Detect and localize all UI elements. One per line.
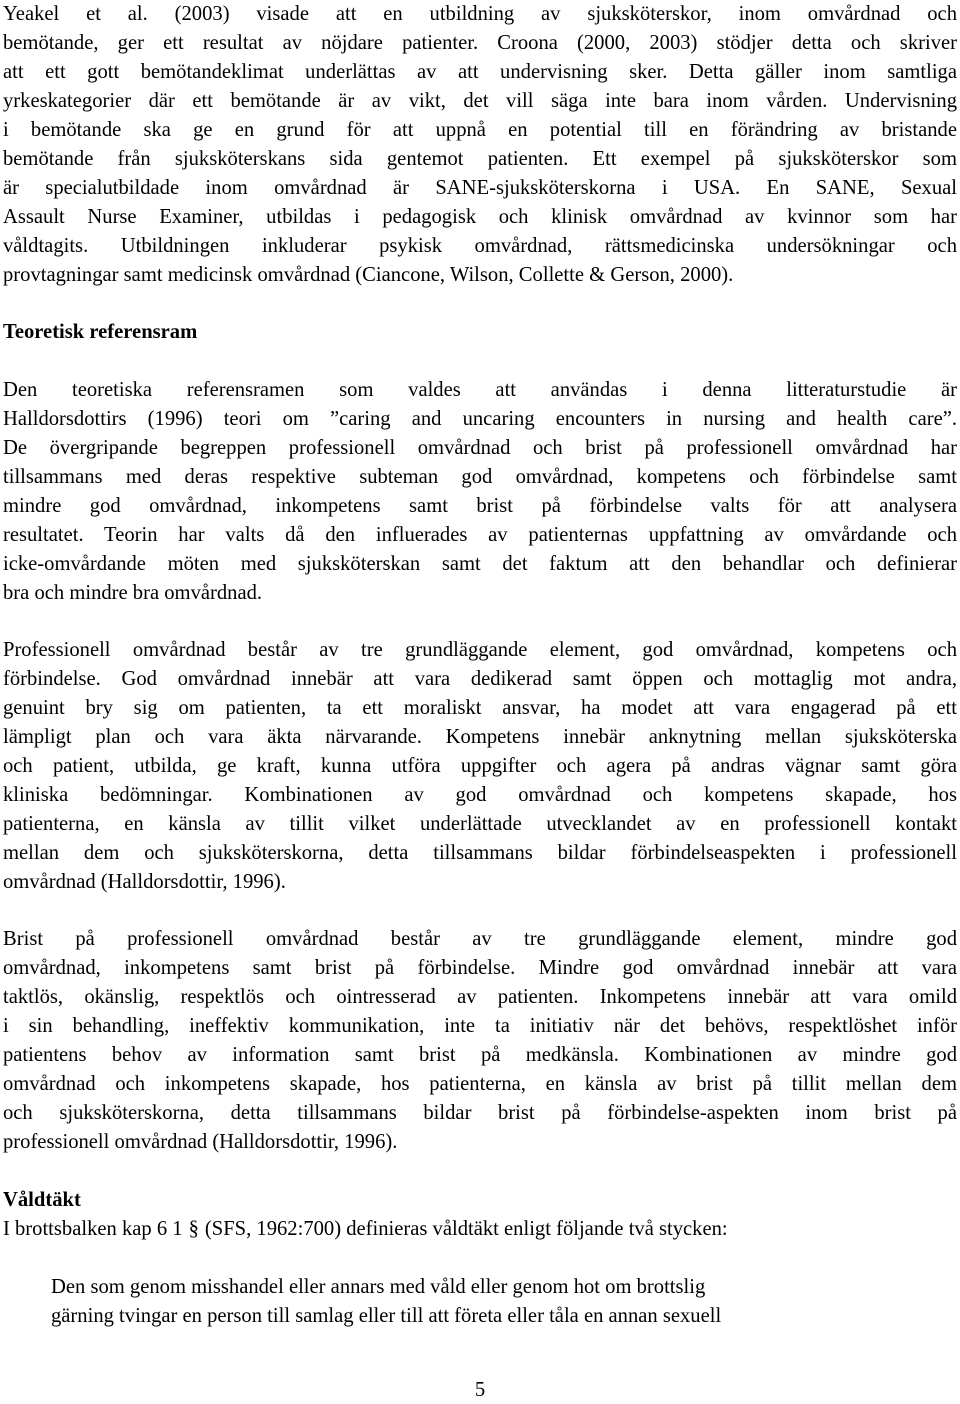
text-line: provtagningar samt medicinsk omvårdnad (Ciancone, Wilson, Collette & Gerson, 2000). (3, 264, 734, 286)
text-line: i sin behandling, ineffektiv kommunikation, inte ta initiativ när det behövs, respektlöshet inför (3, 1015, 957, 1037)
text-line: lämpligt plan och vara äkta närvarande. Kompetens innebär anknytning mellan sjuksköterska (3, 726, 957, 748)
text-line: Yeakel et al. (2003) visade att en utbildning av sjuksköterskor, inom omvårdnad och (3, 3, 957, 25)
paragraph-education (3, 0, 957, 290)
text-line: att ett gott bemötandeklimat underlättas av att undervisning sker. Detta gäller inom samtliga (3, 61, 957, 83)
text-line: omvårdnad och inkompetens skapade, hos patienterna, en känsla av brist på tillit mellan dem (3, 1073, 957, 1095)
text-line: icke-omvårdande möten med sjuksköterskan samt det faktum att den behandlar och definierar (3, 553, 957, 575)
text-line: bemötande från sjuksköterskans sida gentemot patienten. Ett exempel på sjuksköterskor som (3, 148, 957, 170)
text-line: professionell omvårdnad (Halldorsdottir, 1996). (3, 1131, 398, 1153)
page-number: 5 (474, 1379, 486, 1401)
paragraph-theory (3, 376, 957, 608)
text-line: De övergripande begreppen professionell omvårdnad och brist på professionell omvårdnad har (3, 437, 957, 459)
law-intro-before: I brottsbalken kap 6 1 (3, 1218, 183, 1240)
text-line: Assault Nurse Examiner, utbildas i pedagogisk och klinisk omvårdnad av kvinnor som har (3, 206, 957, 228)
text-line: tillsammans med deras respektive subteman god omvårdnad, kompetens och förbindelse samt (3, 466, 957, 488)
text-line: Halldorsdottirs (1996) teori om ”caring and uncaring encounters in nursing and health care”. (3, 408, 957, 430)
text-line: patientens behov av information samt brist på medkänsla. Kombinationen av mindre god (3, 1044, 957, 1066)
text-line: yrkeskategorier där ett bemötande är av vikt, det vill säga inte bara inom vården. Undervisning (3, 90, 957, 112)
quote-line: gärning tvingar en person till samlag eller till att företa eller tåla en annan sexuell (51, 1305, 722, 1327)
text-line: mellan dem och sjuksköterskorna, detta tillsammans bildar förbindelseaspekten i professionell (3, 842, 957, 864)
quote-line: Den som genom misshandel eller annars med våld eller genom hot om brottslig (51, 1276, 706, 1298)
text-line: omvårdnad (Halldorsdottir, 1996). (3, 871, 286, 893)
text-line: i bemötande ska ge en grund för att uppnå en potential till en förändring av bristande (3, 119, 957, 141)
text-line: våldtagits. Utbildningen inkluderar psykisk omvårdnad, rättsmedicinska undersökningar och (3, 235, 957, 257)
text-line: och sjuksköterskorna, detta tillsammans bildar brist på förbindelse-aspekten inom brist på (3, 1102, 957, 1124)
text-line: är specialutbildade inom omvårdnad är SANE-sjuksköterskorna i USA. En SANE, Sexual (3, 177, 957, 199)
paragraph-lack-of-care (3, 925, 957, 1157)
text-line: förbindelse. God omvårdnad innebär att vara dedikerad samt öppen och mottaglig mot andra, (3, 668, 957, 690)
section-sign: § (188, 1218, 199, 1240)
law-quote (51, 1273, 881, 1331)
text-line: omvårdnad, inkompetens samt brist på förbindelse. Mindre god omvårdnad innebär att vara (3, 957, 957, 979)
paragraph-professional-care (3, 636, 957, 897)
text-line: genuint bry sig om patienten, ta ett moraliskt ansvar, ha modet att vara engagerad på ett (3, 697, 957, 719)
text-line: kliniska bedömningar. Kombinationen av god omvårdnad och kompetens skapade, hos (3, 784, 957, 806)
text-line: patienterna, en känsla av tillit vilket underlättade utvecklandet av en professionell kontakt (3, 813, 957, 835)
text-line: mindre god omvårdnad, inkompetens samt brist på förbindelse valts för att analysera (3, 495, 957, 517)
text-line: och patient, utbilda, ge kraft, kunna utföra uppgifter och agera på andras vägnar samt göra (3, 755, 957, 777)
text-line: taktlös, okänslig, respektlös och ointresserad av patienten. Inkompetens innebär att vara omild (3, 986, 957, 1008)
text-line: Professionell omvårdnad består av tre grundläggande element, god omvårdnad, kompetens och (3, 639, 957, 661)
text-line: Brist på professionell omvårdnad består av tre grundläggande element, mindre god (3, 928, 957, 950)
text-line: bemötande, ger ett resultat av nöjdare patienter. Croona (2000, 2003) stödjer detta och skriver (3, 32, 957, 54)
text-line: Den teoretiska referensramen som valdes att användas i denna litteraturstudie är (3, 379, 957, 401)
section-heading-rape: Våldtäkt (3, 1189, 81, 1211)
text-line: bra och mindre bra omvårdnad. (3, 582, 263, 604)
text-line: resultatet. Teorin har valts då den influerades av patienternas uppfattning av omvårdande och (3, 524, 957, 546)
law-intro-line (3, 1215, 957, 1244)
section-heading-theory: Teoretisk referensram (3, 321, 198, 343)
law-intro-after: (SFS, 1962:700) definieras våldtäkt enligt följande två stycken: (204, 1218, 728, 1240)
